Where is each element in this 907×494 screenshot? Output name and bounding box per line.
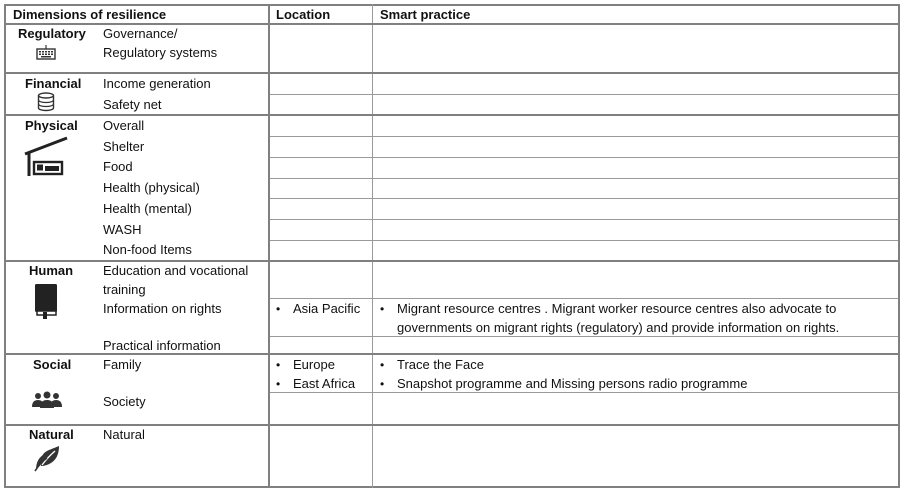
bullet-dot: •: [380, 358, 385, 372]
section-rule: [4, 114, 900, 116]
location-east-africa: East Africa: [293, 376, 356, 391]
coin-stack-icon: [37, 92, 55, 112]
item-wash: WASH: [103, 222, 142, 237]
item-income-generation: Income generation: [103, 76, 211, 91]
item-overall: Overall: [103, 118, 145, 133]
bullet-dot: •: [276, 358, 281, 372]
item-governance: Governance/: [103, 26, 178, 41]
shelter-bed-icon: [23, 136, 69, 178]
category-social: Social: [33, 357, 72, 372]
practice-trace-the-face: Trace the Face: [397, 357, 484, 372]
practice-snapshot-programme: Snapshot programme and Missing persons radio programme: [397, 376, 748, 391]
item-natural: Natural: [103, 427, 145, 442]
table-left-border: [4, 4, 6, 488]
section-rule: [4, 72, 900, 74]
item-society: Society: [103, 394, 146, 409]
leaf-icon: [33, 444, 61, 472]
item-food: Food: [103, 159, 133, 174]
header-smart-practice: Smart practice: [380, 7, 471, 22]
item-non-food-items: Non-food Items: [103, 242, 192, 257]
category-regulatory: Regulatory: [18, 26, 86, 41]
item-education-vocational: Education and vocational: [103, 263, 249, 278]
category-natural: Natural: [29, 427, 74, 442]
bullet-dot: •: [380, 377, 385, 391]
item-safety-net: Safety net: [103, 97, 162, 112]
item-health-physical: Health (physical): [103, 180, 200, 195]
category-human: Human: [29, 263, 74, 278]
col-separator-1: [268, 4, 270, 488]
item-regulatory-systems: Regulatory systems: [103, 45, 218, 60]
book-icon: [33, 283, 59, 319]
people-icon: [31, 391, 63, 409]
header-dimensions: Dimensions of resilience: [13, 7, 167, 22]
item-shelter: Shelter: [103, 139, 145, 154]
table-bottom-border: [4, 486, 900, 488]
bullet-dot: •: [380, 302, 385, 316]
location-asia-pacific: Asia Pacific: [293, 301, 361, 316]
col-separator-2: [372, 4, 373, 488]
location-europe: Europe: [293, 357, 335, 372]
header-location: Location: [276, 7, 331, 22]
item-information-on-rights: Information on rights: [103, 301, 222, 316]
item-training: training: [103, 282, 146, 297]
table-right-border: [898, 4, 900, 488]
practice-migrant-resource-centres-line1: Migrant resource centres . Migrant worker resource centres also advocate to: [397, 301, 837, 316]
practice-migrant-resource-centres-line2: governments on migrant rights (regulatory) and provide information on rights.: [397, 320, 840, 335]
category-financial: Financial: [25, 76, 82, 91]
item-family: Family: [103, 357, 142, 372]
category-physical: Physical: [25, 118, 78, 133]
bullet-dot: •: [276, 302, 281, 316]
keyboard-icon: [36, 44, 56, 60]
item-practical-information: Practical information: [103, 338, 221, 353]
bullet-dot: •: [276, 377, 281, 391]
item-health-mental: Health (mental): [103, 201, 192, 216]
